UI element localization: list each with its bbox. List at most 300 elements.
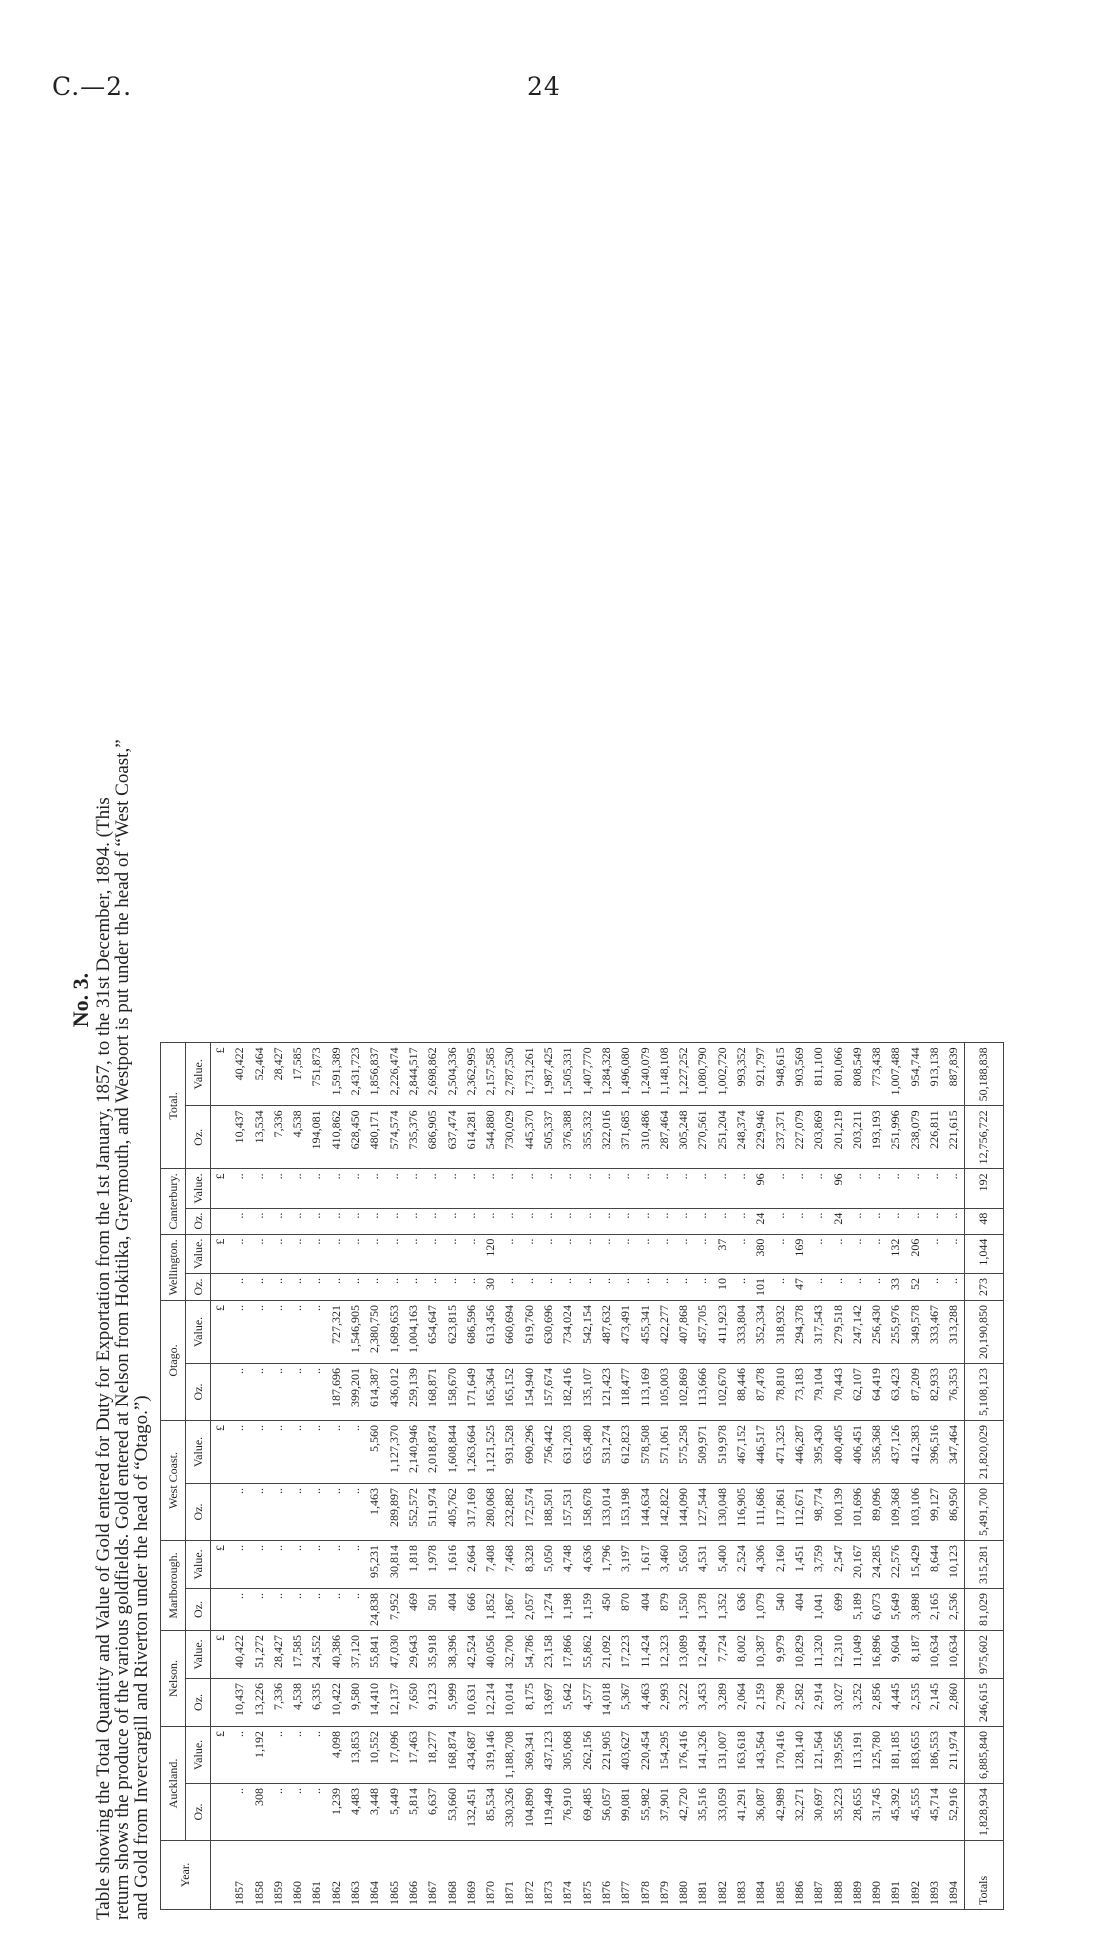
data-cell: .. (251, 1173, 266, 1180)
data-cell: .. (637, 1238, 652, 1245)
year-cell: 1889 (849, 1881, 864, 1905)
data-cell: 2,787,530 (502, 1047, 517, 1096)
data-cell: 12,494 (695, 1635, 710, 1668)
year-cell: 1859 (270, 1881, 285, 1905)
data-cell: .. (232, 1238, 247, 1245)
data-cell: .. (270, 1278, 285, 1284)
data-cell: 2,844,517 (405, 1047, 420, 1096)
total-nelson-val: 975,602 (964, 1631, 1003, 1679)
data-cell: .. (251, 1305, 266, 1311)
data-cell: 1,159 (579, 1593, 594, 1620)
data-cell: .. (676, 1238, 691, 1245)
data-cell: .. (734, 1238, 749, 1245)
data-cell: 1,451 (791, 1545, 806, 1572)
data-cell: 23,158 (541, 1635, 556, 1668)
data-cell: .. (907, 1173, 922, 1180)
data-cell: .. (386, 1212, 401, 1219)
data-cell: 6,637 (425, 1788, 440, 1815)
data-cell: 407,868 (676, 1305, 691, 1344)
year-cell: 1877 (618, 1881, 633, 1905)
data-cell: .. (656, 1212, 671, 1219)
data-cell: 3,222 (676, 1683, 691, 1710)
data-cell: 24 (830, 1212, 845, 1225)
data-cell: 8,187 (907, 1635, 922, 1662)
data-cell: .. (463, 1278, 478, 1284)
data-cell: 1,987,425 (541, 1047, 556, 1096)
data-cell: .. (290, 1545, 305, 1551)
west-val-column (211, 1421, 965, 1484)
data-cell: 948,615 (772, 1047, 787, 1087)
data-cell: 86,950 (946, 1488, 961, 1521)
total-marl-oz: 81,029 (964, 1589, 1003, 1631)
data-cell: 437,126 (888, 1425, 903, 1464)
data-cell: 322,016 (598, 1110, 613, 1150)
data-cell: 168,871 (425, 1368, 440, 1407)
year-cell: 1880 (676, 1881, 691, 1905)
year-cell: 1876 (598, 1881, 613, 1905)
data-cell: 1,616 (444, 1545, 459, 1572)
data-cell: 62,107 (849, 1368, 864, 1401)
otago-oz-column (211, 1364, 965, 1421)
data-cell: 4,463 (637, 1683, 652, 1710)
data-cell: .. (946, 1212, 961, 1219)
data-cell: .. (502, 1173, 517, 1180)
data-cell: 3,197 (618, 1545, 633, 1572)
currency-symbol: £ (213, 1305, 227, 1311)
data-cell: 469 (405, 1593, 420, 1611)
data-cell: 142,822 (656, 1488, 671, 1527)
data-cell: 666 (463, 1593, 478, 1611)
caption-line: return shows the produce of the various goldfields. Gold entered at Nelson from Hokitika, Greymouth, and Westport is put under the head of “West Coast,” (112, 739, 133, 1920)
currency-symbol (211, 1593, 230, 1626)
data-cell: 165,152 (502, 1368, 517, 1407)
data-cell: 808,549 (849, 1047, 864, 1087)
data-cell: .. (521, 1278, 536, 1284)
data-cell: .. (348, 1238, 363, 1245)
data-cell: 12,310 (830, 1635, 845, 1668)
data-cell: 40,056 (483, 1635, 498, 1668)
data-cell: .. (251, 1425, 266, 1431)
total-oz-header: Oz. (186, 1106, 211, 1169)
currency-symbol (211, 1213, 230, 1230)
data-cell: 1,852 (483, 1593, 498, 1620)
data-cell: .. (270, 1488, 285, 1494)
data-cell: .. (405, 1173, 420, 1180)
data-cell: .. (270, 1368, 285, 1374)
data-cell: .. (251, 1488, 266, 1494)
data-cell: .. (579, 1173, 594, 1180)
data-cell: 220,454 (637, 1731, 652, 1770)
data-cell: .. (309, 1212, 324, 1219)
data-cell: 446,517 (753, 1425, 768, 1464)
data-cell: 317,169 (463, 1488, 478, 1527)
data-cell: 404 (637, 1593, 652, 1611)
caption-line: Table showing the Total Quantity and Value of Gold entered for Duty for Exportation from the 1st January, 1857, to the 31st December, 1894. (This (93, 797, 114, 1920)
data-cell: 395,430 (811, 1425, 826, 1464)
data-cell: 113,169 (637, 1368, 652, 1407)
data-cell: .. (386, 1173, 401, 1180)
year-cell: 1868 (444, 1881, 459, 1905)
data-cell: 181,185 (888, 1731, 903, 1770)
data-cell: 686,596 (463, 1305, 478, 1344)
data-cell: 32,271 (791, 1788, 806, 1821)
data-cell: 5,449 (386, 1788, 401, 1815)
data-cell: .. (695, 1238, 710, 1245)
data-cell: 10,631 (463, 1683, 478, 1716)
data-cell: .. (791, 1212, 806, 1219)
gold-export-table (160, 1042, 1004, 1910)
data-cell: 76,910 (560, 1788, 575, 1821)
data-cell: .. (791, 1173, 806, 1180)
page-number: 24 (527, 72, 561, 101)
data-cell: 112,671 (791, 1488, 806, 1527)
data-cell: 95,231 (367, 1545, 382, 1578)
data-cell: 12,137 (386, 1683, 401, 1716)
data-cell: 1,079 (753, 1593, 768, 1620)
data-cell: 10 (714, 1278, 729, 1290)
data-cell: .. (367, 1278, 382, 1284)
data-cell: 55,982 (637, 1788, 652, 1821)
data-cell: 111,686 (753, 1488, 768, 1527)
group-header-nelson: Nelson. (161, 1631, 186, 1727)
year-cell: 1869 (463, 1881, 478, 1905)
data-cell: 7,952 (386, 1593, 401, 1620)
data-cell: .. (521, 1212, 536, 1219)
data-cell: 14,410 (367, 1683, 382, 1716)
data-cell: .. (270, 1731, 285, 1737)
data-cell: 410,862 (328, 1110, 343, 1150)
data-cell: 1,192 (251, 1731, 266, 1758)
data-cell: 201,219 (830, 1110, 845, 1150)
data-cell: .. (637, 1173, 652, 1180)
data-cell: 2,698,862 (425, 1047, 440, 1096)
data-cell: .. (560, 1238, 575, 1245)
data-cell: 28,655 (849, 1788, 864, 1821)
data-cell: 1,818 (405, 1545, 420, 1572)
data-cell: 96 (830, 1173, 845, 1186)
data-cell: 3,289 (714, 1683, 729, 1710)
data-cell: 2,504,336 (444, 1047, 459, 1096)
data-cell: 248,374 (734, 1110, 749, 1150)
data-cell: 399,201 (348, 1368, 363, 1407)
data-cell: .. (444, 1238, 459, 1245)
data-cell: 614,281 (463, 1110, 478, 1150)
data-cell: 37,120 (348, 1635, 363, 1668)
well-value-header: Value. (186, 1234, 211, 1273)
currency-symbol: £ (213, 1731, 227, 1737)
data-cell: .. (270, 1305, 285, 1311)
data-cell: .. (734, 1173, 749, 1180)
data-cell: 186,553 (926, 1731, 941, 1770)
data-cell: 119,449 (541, 1788, 556, 1827)
data-cell: .. (367, 1238, 382, 1245)
data-cell: .. (502, 1278, 517, 1284)
data-cell: 1,127,370 (386, 1425, 401, 1473)
data-cell: .. (618, 1278, 633, 1284)
data-cell: 870 (618, 1593, 633, 1611)
data-cell: 2,362,995 (463, 1047, 478, 1096)
data-cell: 203,211 (849, 1110, 864, 1149)
data-cell: 78,810 (772, 1368, 787, 1401)
data-cell: 144,634 (637, 1488, 652, 1527)
data-cell: .. (309, 1488, 324, 1494)
data-cell: 636 (734, 1593, 749, 1611)
year-cell: 1887 (811, 1881, 826, 1905)
data-cell: .. (541, 1173, 556, 1180)
data-cell: 619,760 (521, 1305, 536, 1344)
data-cell: 47 (791, 1278, 806, 1290)
data-cell: 330,326 (502, 1788, 517, 1827)
data-cell: 349,578 (907, 1305, 922, 1344)
data-cell: .. (483, 1173, 498, 1180)
auckland-oz-column (211, 1784, 965, 1841)
data-cell: .. (232, 1545, 247, 1551)
data-cell: 690,296 (521, 1425, 536, 1464)
data-cell: .. (714, 1173, 729, 1180)
data-cell: 63,423 (888, 1368, 903, 1401)
data-cell: 7,336 (270, 1110, 285, 1138)
data-cell: .. (290, 1173, 305, 1180)
data-cell: 3,027 (830, 1683, 845, 1710)
data-cell: 450 (598, 1593, 613, 1611)
group-header-total: Total. (161, 1043, 186, 1169)
data-cell: 13,534 (251, 1110, 266, 1144)
data-cell: 101,696 (849, 1488, 864, 1527)
data-cell: .. (309, 1731, 324, 1737)
data-cell: 308 (251, 1788, 266, 1806)
data-cell: 773,438 (869, 1047, 884, 1087)
data-cell: .. (926, 1278, 941, 1284)
data-cell: 1,689,653 (386, 1305, 401, 1353)
data-cell: 2,860 (946, 1683, 961, 1710)
data-cell: 406,451 (849, 1425, 864, 1464)
data-cell: 436,012 (386, 1368, 401, 1407)
data-cell: 104,890 (521, 1788, 536, 1827)
data-cell: 637,474 (444, 1110, 459, 1150)
data-cell: .. (251, 1368, 266, 1374)
data-cell: 574,574 (386, 1110, 401, 1150)
data-cell: .. (425, 1238, 440, 1245)
data-cell: 578,508 (637, 1425, 652, 1464)
data-cell: 99,127 (926, 1488, 941, 1521)
data-cell: 5,400 (714, 1545, 729, 1572)
data-cell: .. (502, 1238, 517, 1245)
data-cell: 51,272 (251, 1635, 266, 1668)
data-cell: 630,696 (541, 1305, 556, 1344)
data-cell: 903,569 (791, 1047, 806, 1087)
data-cell: 811,100 (811, 1047, 826, 1086)
group-header-wellington: Wellington. (161, 1234, 186, 1300)
data-cell: 117,861 (772, 1488, 787, 1527)
data-cell: 4,483 (348, 1788, 363, 1815)
data-cell: 4,538 (290, 1683, 305, 1710)
data-cell: 251,204 (714, 1110, 729, 1150)
data-cell: .. (888, 1212, 903, 1219)
data-cell: 153,198 (618, 1488, 633, 1527)
year-cell: 1861 (309, 1881, 324, 1905)
currency-symbol: £ (213, 1238, 227, 1245)
data-cell: .. (232, 1368, 247, 1374)
data-cell: 612,823 (618, 1425, 633, 1464)
data-cell: .. (290, 1788, 305, 1794)
data-cell: .. (309, 1368, 324, 1374)
data-cell: 64,419 (869, 1368, 884, 1401)
nelson-val-column (211, 1631, 965, 1679)
data-cell: 45,555 (907, 1788, 922, 1821)
data-cell: 10,422 (328, 1683, 343, 1716)
marl-value-header: Value. (186, 1541, 211, 1589)
data-cell: 519,978 (714, 1425, 729, 1464)
data-cell: 369,341 (521, 1731, 536, 1770)
data-cell: 287,464 (656, 1110, 671, 1150)
data-cell: 294,378 (791, 1305, 806, 1344)
total-otago-oz: 5,108,123 (964, 1364, 1003, 1421)
data-cell: 1,041 (811, 1593, 826, 1620)
data-cell: 251,996 (888, 1110, 903, 1150)
data-cell: 6,073 (869, 1593, 884, 1620)
data-cell: .. (869, 1173, 884, 1180)
data-cell: .. (309, 1593, 324, 1599)
otago-value-header: Value. (186, 1301, 211, 1364)
data-cell: .. (270, 1425, 285, 1431)
data-cell: 182,416 (560, 1368, 575, 1407)
data-cell: 403,627 (618, 1731, 633, 1770)
data-cell: 446,287 (791, 1425, 806, 1464)
data-cell: .. (598, 1278, 613, 1284)
year-cell: 1890 (869, 1881, 884, 1905)
data-cell: 255,976 (888, 1305, 903, 1344)
data-cell: .. (348, 1212, 363, 1219)
data-cell: 103,106 (907, 1488, 922, 1527)
data-cell: 1,731,261 (521, 1047, 536, 1096)
total-marl-val: 315,281 (964, 1541, 1003, 1589)
year-cell: 1874 (560, 1881, 575, 1905)
data-cell: 85,534 (483, 1788, 498, 1821)
data-cell: 2,547 (830, 1545, 845, 1572)
data-cell: 730,029 (502, 1110, 517, 1150)
year-cell: 1882 (714, 1881, 729, 1905)
data-cell: 2,536 (946, 1593, 961, 1620)
data-cell: 10,829 (791, 1635, 806, 1668)
data-cell: 1,856,837 (367, 1047, 382, 1096)
data-cell: .. (290, 1368, 305, 1374)
data-cell: 128,140 (791, 1731, 806, 1770)
data-cell: 356,368 (869, 1425, 884, 1464)
data-cell: 132 (888, 1238, 903, 1257)
data-cell: 4,306 (753, 1545, 768, 1572)
data-cell: 120 (483, 1238, 498, 1257)
data-cell: 2,140,946 (405, 1425, 420, 1473)
data-cell: 141,326 (695, 1731, 710, 1770)
data-cell: 89,096 (869, 1488, 884, 1521)
data-cell: 12,214 (483, 1683, 498, 1716)
data-cell: 10,437 (232, 1683, 247, 1716)
data-cell: .. (560, 1278, 575, 1284)
data-cell: .. (290, 1488, 305, 1494)
otago-val-column (211, 1301, 965, 1364)
well-oz-header: Oz. (186, 1274, 211, 1301)
data-cell: .. (232, 1425, 247, 1431)
data-cell: 42,720 (676, 1788, 691, 1821)
data-cell: .. (695, 1212, 710, 1219)
data-cell: .. (656, 1278, 671, 1284)
data-cell: 232,882 (502, 1488, 517, 1527)
data-cell: 355,332 (579, 1110, 594, 1150)
data-cell: .. (348, 1593, 363, 1599)
data-cell: 3,898 (907, 1593, 922, 1620)
data-cell: 206 (907, 1238, 922, 1257)
data-cell: 699 (830, 1593, 845, 1611)
data-cell: 13,697 (541, 1683, 556, 1716)
data-cell: 9,580 (348, 1683, 363, 1710)
nelson-oz-header: Oz. (186, 1679, 211, 1727)
data-cell: 280,068 (483, 1488, 498, 1527)
data-cell: 4,577 (579, 1683, 594, 1710)
data-cell: 109,368 (888, 1488, 903, 1527)
data-cell: .. (676, 1278, 691, 1284)
data-cell: .. (290, 1305, 305, 1311)
data-cell: .. (734, 1278, 749, 1284)
data-cell: 101 (753, 1278, 768, 1296)
data-cell: 913,138 (926, 1047, 941, 1087)
data-cell: .. (830, 1278, 845, 1284)
currency-symbol: £ (213, 1545, 227, 1551)
auckland-oz-header: Oz. (186, 1784, 211, 1841)
data-cell: 193,193 (869, 1110, 884, 1150)
data-cell: 405,762 (444, 1488, 459, 1527)
data-cell: 47,030 (386, 1635, 401, 1668)
data-cell: 2,431,723 (348, 1047, 363, 1096)
data-cell: 1,080,790 (695, 1047, 710, 1096)
data-cell: .. (328, 1545, 343, 1551)
data-cell: 473,491 (618, 1305, 633, 1344)
data-cell: 376,388 (560, 1110, 575, 1150)
data-cell: 15,429 (907, 1545, 922, 1578)
data-cell: 30 (483, 1278, 498, 1290)
currency-symbol (211, 1488, 230, 1536)
data-cell: 187,696 (328, 1368, 343, 1407)
data-cell: .. (328, 1593, 343, 1599)
data-cell: 544,880 (483, 1110, 498, 1150)
data-cell: .. (521, 1173, 536, 1180)
data-cell: .. (309, 1545, 324, 1551)
data-cell: 154,940 (521, 1368, 536, 1407)
data-cell: 10,014 (502, 1683, 517, 1716)
data-cell: 5,189 (849, 1593, 864, 1620)
data-cell: .. (521, 1238, 536, 1245)
data-cell: 17,463 (405, 1731, 420, 1764)
data-cell: 4,636 (579, 1545, 594, 1572)
data-cell: .. (598, 1212, 613, 1219)
data-cell: 613,456 (483, 1305, 498, 1344)
data-cell: .. (734, 1212, 749, 1219)
auckland-val-column (211, 1727, 965, 1784)
data-cell: .. (869, 1212, 884, 1219)
nelson-oz-column (211, 1679, 965, 1727)
data-cell: .. (811, 1238, 826, 1245)
data-cell: 2,524 (734, 1545, 749, 1572)
data-cell: 954,744 (907, 1047, 922, 1087)
data-cell: 313,288 (946, 1305, 961, 1344)
year-cell: 1863 (348, 1881, 363, 1905)
data-cell: 2,145 (926, 1683, 941, 1710)
data-cell: 1,227,252 (676, 1047, 691, 1096)
data-cell: .. (386, 1238, 401, 1245)
year-cell: 1865 (386, 1881, 401, 1905)
data-cell: 993,352 (734, 1047, 749, 1087)
data-cell: .. (232, 1305, 247, 1311)
data-cell: 1,591,389 (328, 1047, 343, 1096)
